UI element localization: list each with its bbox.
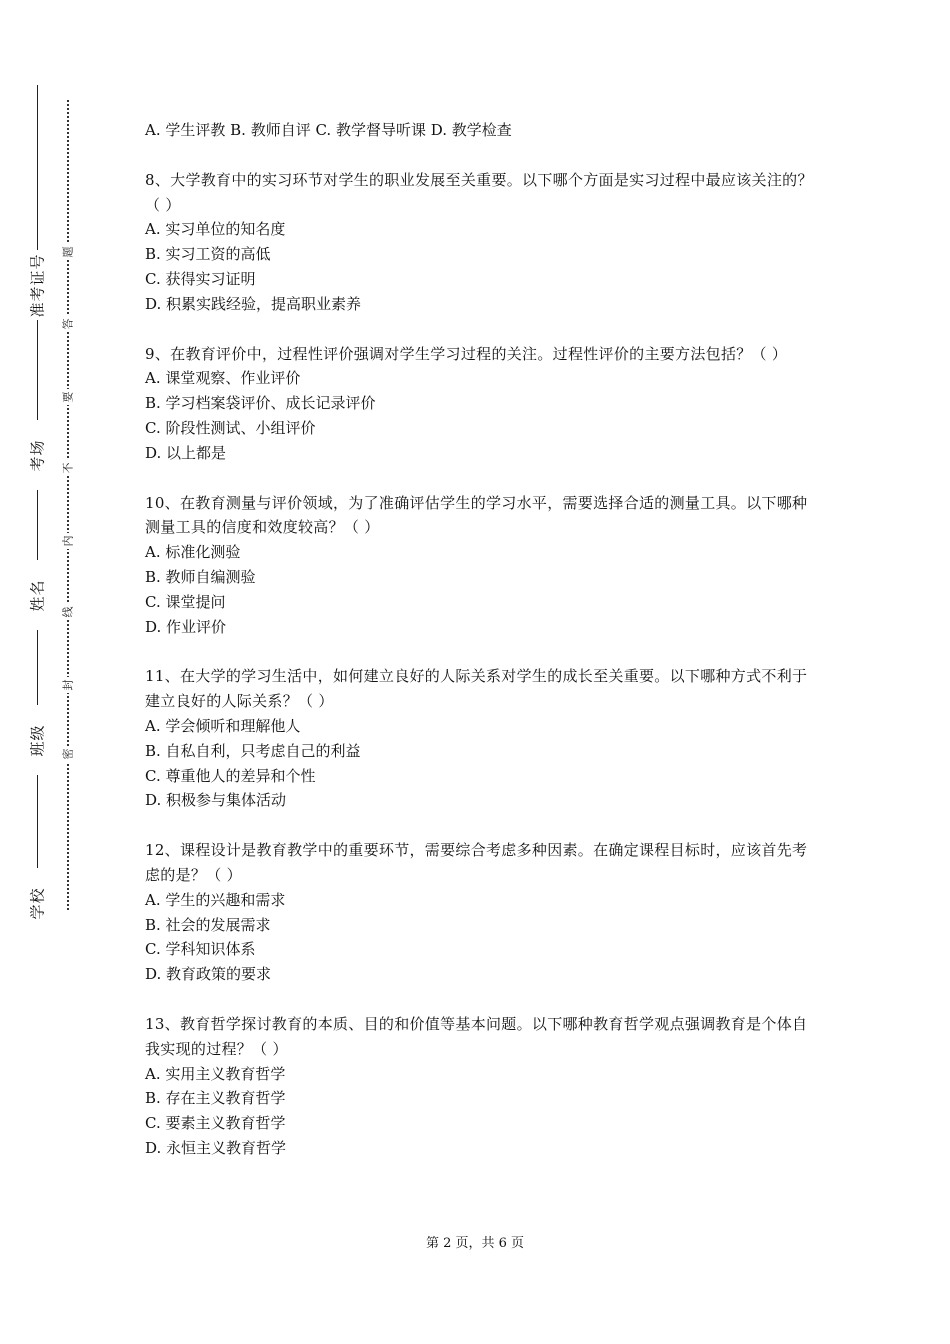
- field-school: 学校: [22, 868, 52, 938]
- question-stem: 12、课程设计是教育教学中的重要环节，需要综合考虑多种因素。在确定课程目标时，应该首先考虑的是？（ ）: [145, 841, 808, 884]
- question-stem: 13、教育哲学探讨教育的本质、目的和价值等基本问题。以下哪种教育哲学观点强调教育是个体自我实现的过程？（ ）: [145, 1014, 808, 1058]
- field-exam-room: 考场: [22, 420, 52, 490]
- seal-char: 不: [59, 460, 75, 476]
- question-stem: 10、在教育测量与评价领域，为了准确评估学生的学习水平，需要选择合适的测量工具。以下哪种测量工具的信度和效度较高？（ ）: [145, 493, 808, 537]
- seal-char: 封: [59, 677, 75, 693]
- page-footer: 第 2 页，共 6 页: [425, 1236, 525, 1251]
- option-a: A. 标准化测验: [145, 543, 241, 562]
- option-c: C. 课堂提问: [145, 592, 226, 611]
- option-d: D. 以上都是: [145, 443, 227, 462]
- option-d: D. 教育政策的要求: [145, 965, 272, 984]
- option-d: D. 永恒主义教育哲学: [145, 1138, 287, 1157]
- option-b: B. 自私自利，只考虑自己的利益: [145, 741, 361, 760]
- option-a: A. 学会倾听和理解他人: [145, 716, 301, 735]
- question-9: [145, 342, 815, 466]
- question-stem: 8、大学教育中的实习环节对学生的职业发展至关重要。以下哪个方面是实习过程中最应该关注的？（ ）: [145, 170, 813, 214]
- option-c: C. 获得实习证明: [145, 269, 256, 288]
- option-d: D. 作业评价: [145, 617, 227, 636]
- option-b: B. 社会的发展需求: [145, 915, 271, 934]
- option-b: B. 存在主义教育哲学: [145, 1089, 286, 1108]
- option-b: B. 学习档案袋评价、成长记录评价: [145, 394, 376, 413]
- option-a: A. 学生的兴趣和需求: [145, 890, 286, 909]
- option-d: D. 积极参与集体活动: [145, 791, 287, 810]
- option-d: D. 积累实践经验，提高职业素养: [145, 294, 362, 313]
- option-a: A. 实习单位的知名度: [145, 220, 286, 239]
- option-a: A. 课堂观察、作业评价: [145, 369, 301, 388]
- question-10: [145, 491, 815, 640]
- field-name: 姓名: [22, 560, 52, 630]
- seal-char: 要: [59, 389, 75, 405]
- question-13: [145, 1012, 815, 1161]
- option-c: C. 学科知识体系: [145, 940, 256, 959]
- question-stem: 11、在大学的学习生活中，如何建立良好的人际关系对学生的成长至关重要。以下哪种方式不利于建立良好的人际关系？（ ）: [145, 667, 808, 711]
- question-8: [145, 168, 815, 317]
- seal-char: 答: [59, 316, 75, 332]
- binding-solid-line: [37, 85, 38, 915]
- seal-char: 内: [59, 533, 75, 549]
- field-class: 班级: [22, 705, 52, 775]
- option-b: B. 教师自编测验: [145, 567, 256, 586]
- seal-char: 题: [59, 244, 75, 260]
- carryover-options: A. 学生评教 B. 教师自评 C. 教学督导听课 D. 教学检查: [145, 121, 512, 139]
- seal-char: 线: [59, 604, 75, 620]
- binding-dotted-line: [67, 100, 69, 910]
- seal-char: 密: [59, 746, 75, 762]
- question-stem: 9、在教育评价中，过程性评价强调对学生学习过程的关注。过程性评价的主要方法包括？（ ）: [145, 344, 788, 363]
- option-c: C. 阶段性测试、小组评价: [145, 418, 316, 437]
- option-c: C. 要素主义教育哲学: [145, 1114, 286, 1133]
- option-b: B. 实习工资的高低: [145, 245, 271, 264]
- question-list: [145, 118, 815, 1161]
- question-12: [145, 838, 815, 987]
- question-11: [145, 664, 815, 813]
- field-exam-number: 准考证号: [22, 250, 52, 320]
- option-a: A. 实用主义教育哲学: [145, 1064, 286, 1083]
- option-c: C. 尊重他人的差异和个性: [145, 766, 316, 785]
